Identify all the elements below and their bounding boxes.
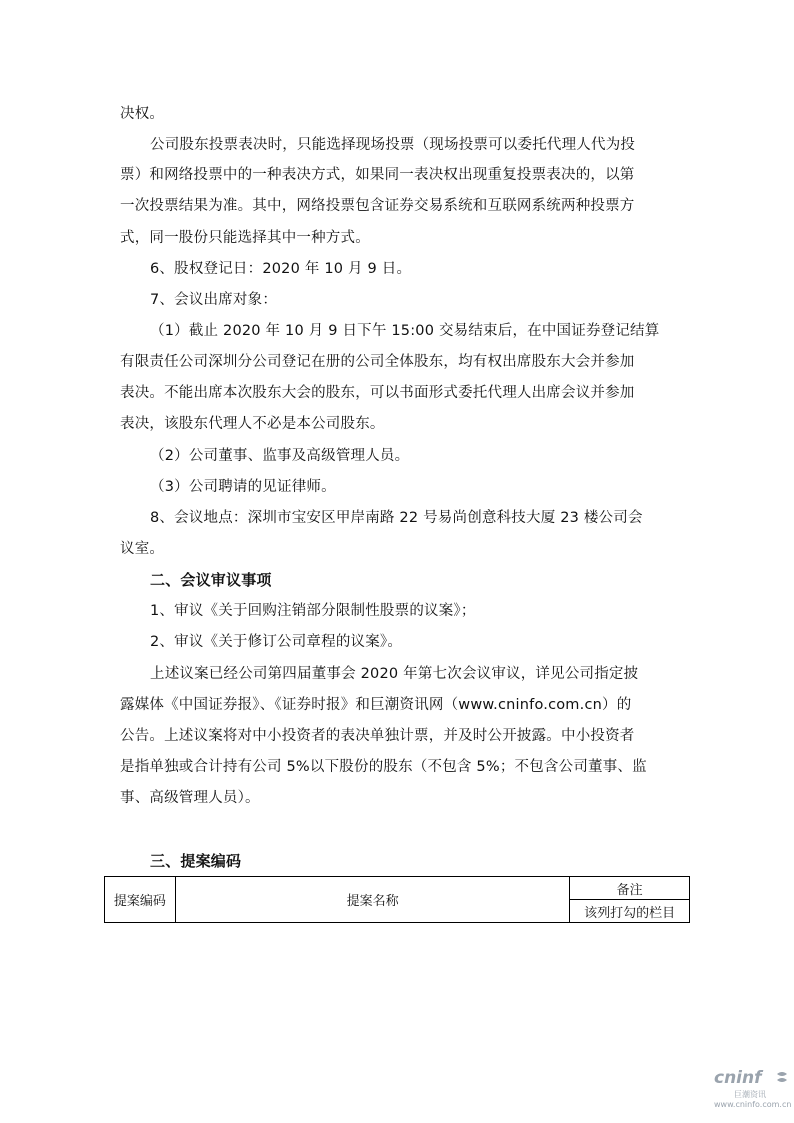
paragraph-line: 事、高级管理人员）。 [120, 790, 260, 806]
cninfo-watermark-logo [714, 1068, 794, 1118]
logo-url-text: www.cninfo.com.cn [714, 1100, 792, 1109]
paragraph-line: 8、会议地点：深圳市宝安区甲岸南路 22 号易尚创意科技大厦 23 楼公司会 [150, 510, 643, 526]
paragraph-line: （3）公司聘请的见证律师。 [150, 479, 336, 495]
table-header-code: 提案编码 [105, 877, 176, 923]
logo-mark-icon [774, 1070, 790, 1088]
paragraph-line: 议室。 [120, 541, 165, 557]
section-heading: 二、会议审议事项 [150, 571, 272, 589]
paragraph-line: 6、股权登记日：2020 年 10 月 9 日。 [150, 261, 412, 277]
logo-brand-text: cninf [714, 1068, 762, 1088]
paragraph-line: 一次投票结果为准。其中，网络投票包含证券交易系统和互联网系统两种投票方 [120, 198, 635, 214]
paragraph-line: 是指单独或合计持有公司 5%以下股份的股东（不包含 5%；不包含公司董事、监 [120, 759, 647, 775]
paragraph-line: 票）和网络投票中的一种表决方式，如果同一表决权出现重复投票表决的，以第 [120, 167, 635, 183]
paragraph-line: 决权。 [120, 106, 165, 122]
paragraph-line: 公司股东投票表决时，只能选择现场投票（现场投票可以委托代理人代为投 [150, 137, 636, 153]
paragraph-line: （1）截止 2020 年 10 月 9 日下午 15:00 交易结束后，在中国证券登记结算 [150, 323, 660, 339]
paragraph-line: 2、审议《关于修订公司章程的议案》。 [150, 634, 403, 650]
paragraph-line: （2）公司董事、监事及高级管理人员。 [150, 448, 410, 464]
paragraph-line: 上述议案已经公司第四届董事会 2020 年第七次会议审议，详见公司指定披 [150, 666, 639, 682]
paragraph-line: 1、审议《关于回购注销部分限制性股票的议案》； [150, 603, 476, 619]
section-heading: 三、提案编码 [150, 852, 242, 870]
table-header-remark: 备注 [570, 877, 690, 900]
paragraph-line: 公告。上述议案将对中小投资者的表决单独计票，并及时公开披露。中小投资者 [120, 728, 635, 744]
logo-chinese-text: 巨潮资讯 [734, 1090, 766, 1099]
table-header-name: 提案名称 [175, 877, 570, 923]
paragraph-line: 有限责任公司深圳分公司登记在册的公司全体股东，均有权出席股东大会并参加 [120, 354, 635, 370]
paragraph-line: 式，同一股份只能选择其中一种方式。 [120, 230, 370, 246]
paragraph-line: 表决，该股东代理人不必是本公司股东。 [120, 416, 385, 432]
paragraph-line: 露媒体《中国证券报》、《证券时报》和巨潮资讯网（www.cninfo.com.cn）的 [120, 697, 632, 713]
proposal-table [104, 876, 690, 923]
table-header-remark-note: 该列打勾的栏目 [570, 900, 690, 923]
paragraph-line: 7、会议出席对象： [150, 292, 278, 308]
paragraph-line: 表决。不能出席本次股东大会的股东，可以书面形式委托代理人出席会议并参加 [120, 385, 635, 401]
